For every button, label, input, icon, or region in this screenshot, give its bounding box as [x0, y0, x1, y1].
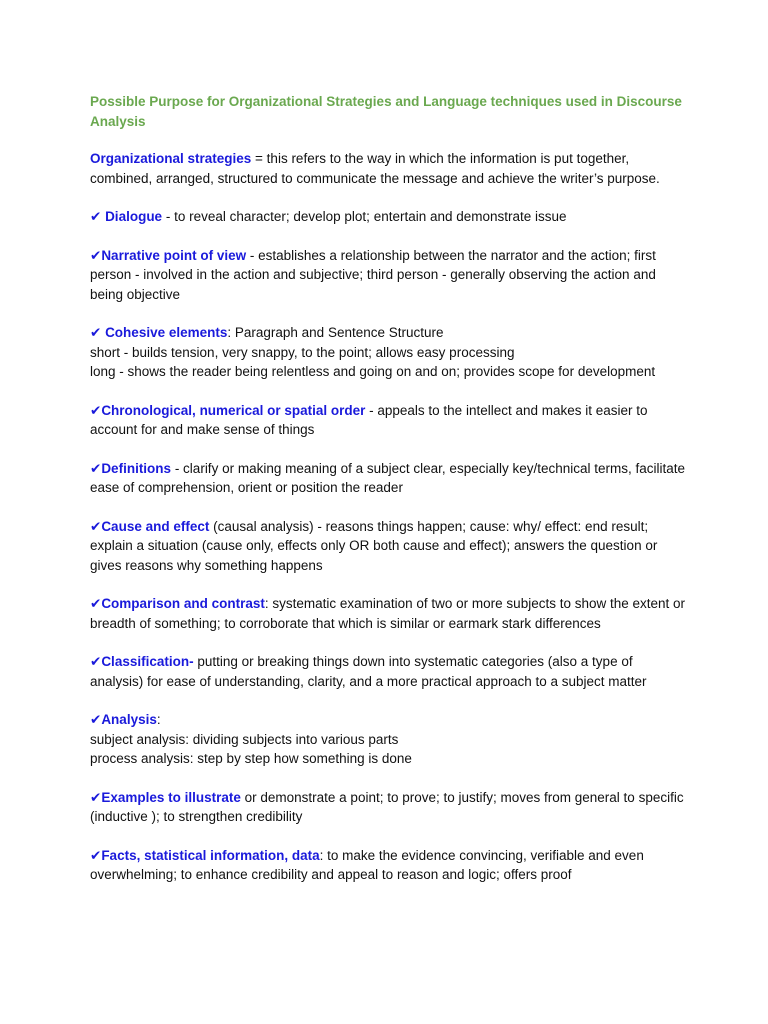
strategy-term: Analysis: [101, 712, 157, 727]
strategy-detail-line: process analysis: step by step how something is done: [90, 751, 412, 766]
strategy-term: Cohesive elements: [105, 325, 228, 340]
strategy-description: (causal analysis) - reasons things happen; cause: why/ effect: end result; explain a situation (cause only, effects only OR both cause and effect); answers the question or gives reasons why something happens: [90, 518, 662, 573]
strategy-description: :: [156, 712, 161, 727]
strategy-item: [90, 207, 688, 227]
strategy-description: : to make the evidence convincing, verifiable and even overwhelming; to enhance credibility and appeal to reason and logic; offers proof: [90, 847, 648, 882]
checkmark-icon: ✔: [90, 789, 102, 805]
intro-paragraph: [90, 149, 688, 188]
strategy-term: Facts, statistical information, data: [101, 847, 320, 863]
strategy-term: Chronological, numerical or spatial order: [101, 402, 366, 418]
checkmark-icon: ✔: [90, 402, 102, 418]
strategy-detail-line: subject analysis: dividing subjects into various parts: [90, 731, 399, 747]
checkmark-icon: ✔: [90, 847, 102, 863]
checkmark-icon: ✔: [90, 654, 102, 669]
checkmark-icon: ✔: [90, 325, 106, 340]
strategy-description: - appeals to the intellect and makes it easier to account for and make sense of things: [90, 402, 652, 437]
strategy-description: : systematic examination of two or more subjects to show the extent or breadth of something; to corroborate that which is similar or earmark stark differences: [90, 596, 689, 631]
strategy-term: Examples to illustrate: [101, 789, 241, 805]
document-title: Possible Purpose for Organizational Strategies and Language techniques used in Discourse Analysis: [90, 94, 682, 129]
strategy-item: [90, 788, 688, 827]
intro-term: Organizational strategies: [90, 151, 252, 166]
strategy-item: [90, 710, 688, 769]
strategy-detail-line: short - builds tension, very snappy, to the point; allows easy processing: [90, 344, 515, 360]
checkmark-icon: ✔: [90, 209, 106, 224]
strategy-term: Narrative point of view: [101, 247, 247, 263]
checkmark-icon: ✔: [90, 460, 102, 476]
strategy-item: [90, 246, 688, 305]
strategy-description: - clarify or making meaning of a subject clear, especially key/technical terms, facilitate ease of comprehension, orient or position the reader: [90, 460, 689, 495]
strategy-term: Definitions: [101, 460, 172, 476]
strategy-description: - to reveal character; develop plot; entertain and demonstrate issue: [162, 209, 567, 224]
strategy-list: [90, 207, 688, 885]
strategy-term: Dialogue: [105, 209, 163, 224]
strategy-item: [90, 323, 688, 382]
strategy-item: [90, 517, 688, 576]
strategy-term: Comparison and contrast: [101, 596, 265, 611]
strategy-description: : Paragraph and Sentence Structure: [227, 325, 444, 340]
strategy-item: [90, 401, 688, 440]
checkmark-icon: ✔: [90, 712, 102, 727]
strategy-item: [90, 594, 688, 633]
strategy-detail-line: long - shows the reader being relentless and going on and on; provides scope for development: [90, 364, 656, 379]
strategy-item: [90, 846, 688, 885]
strategy-item: [90, 652, 688, 691]
strategy-item: [90, 459, 688, 498]
checkmark-icon: ✔: [90, 518, 102, 534]
strategy-description: or demonstrate a point; to prove; to justify; moves from general to specific (inductive ); to strengthen credibility: [90, 789, 688, 824]
strategy-term: Classification-: [101, 654, 194, 669]
strategy-description: - establishes a relationship between the narrator and the action; first person - involved in the action and subjective; third person - generally observing the action and being objective: [90, 247, 660, 302]
checkmark-icon: ✔: [90, 247, 102, 263]
intro-text: = this refers to the way in which the information is put together, combined, arranged, structured to communicate the message and achieve the writer’s purpose.: [90, 151, 660, 186]
strategy-term: Cause and effect: [101, 518, 210, 534]
checkmark-icon: ✔: [90, 596, 102, 611]
strategy-description: putting or breaking things down into systematic categories (also a type of analysis) for ease of understanding, clarity, and a more practical approach to a subject matter: [90, 654, 647, 689]
